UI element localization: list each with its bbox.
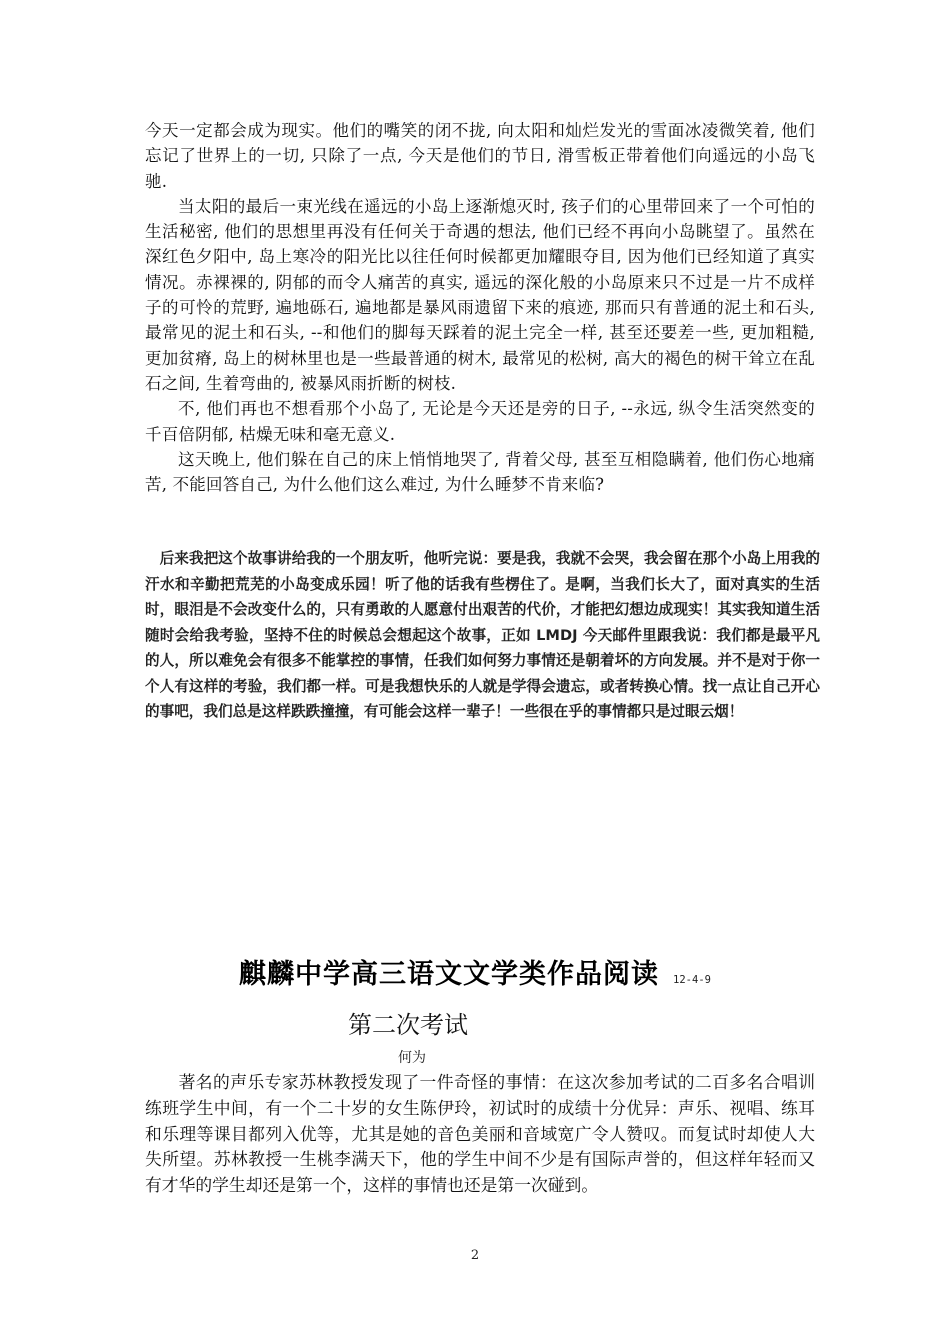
story-paragraph: 当太阳的最后一束光线在遥远的小岛上逐渐熄灭时, 孩子们的心里带回来了一个可怕的生活秘密, 他们的思想里再没有任何关于奇遇的想法, 他们已经不再向小岛眺望了。虽然在深红色夕阳中, 岛上寒冷的阳光比以往任何时候都更加耀眼夺目, 因为他们已经知道了真实情况。赤裸裸的, 阴郁的而令人痛苦的真实, 遥远的深化般的小岛原来只不过是一片不成样子的可怜的荒野, 遍地砾石, 遍地都是暴风雨遗留下来的痕迹, 那而只有普通的泥土和石头, 最常见的泥土和石头, --和他们的脚每天踩着的泥土完全一样, 甚至还要差一些, 更加粗糙, 更加贫瘠, 岛上的树林里也是一些最普通的树木, 最常见的松树, 高大的褐色的树干耸立在乱石之间, 生着弯曲的, 被暴风雨折断的树枝.	[145, 196, 815, 393]
story-paragraph: 这天晚上, 他们躲在自己的床上悄悄地哭了, 背着父母, 甚至互相隐瞒着, 他们伤心地痛苦, 不能回答自己, 为什么他们这么难过, 为什么睡梦不肯来临?	[145, 449, 815, 495]
afterword-paragraph: 后来我把这个故事讲给我的一个朋友听，他听完说：要是我，我就不会哭，我会留在那个小岛上用我的汗水和辛勤把荒芜的小岛变成乐园！听了他的话我有些楞住了。是啊，当我们长大了，面对真实的生活时，眼泪是不会改变什么的，只有勇敢的人愿意付出艰苦的代价，才能把幻想边成现实！其实我知道生活随时会给我考验，坚持不住的时候总会想起这个故事，正如 LMDJ 今天邮件里跟我说：我们都是最平凡的人，所以难免会有很多不能掌控的事情，任我们如何努力事情还是朝着坏的方向发展。并不是对于你一个人有这样的考验，我们都一样。可是我想快乐的人就是学得会遗忘，或者转换心情。找一点让自己开心的事吧，我们总是这样跌跌撞撞，有可能会这样一辈子！一些很在乎的事情都只是过眼云烟！	[145, 550, 820, 720]
section-title: 麒麟中学高三语文文学类作品阅读	[239, 959, 660, 990]
article-author: 何为	[398, 1050, 426, 1066]
story-paragraph: 今天一定都会成为现实。他们的嘴笑的闭不拢, 向太阳和灿烂发光的雪面冰凌微笑着, 他们忘记了世界上的一切, 只除了一点, 今天是他们的节日, 滑雪板正带着他们向遥远的小岛飞驰.	[145, 121, 815, 191]
article-paragraph: 著名的声乐专家苏林教授发现了一件奇怪的事情：在这次参加考试的二百多名合唱训练班学生中间，有一个二十岁的女生陈伊玲，初试时的成绩十分优异：声乐、视唱、练耳和乐理等课目都列入优等，尤其是她的音色美丽和音域宽广令人赞叹。而复试时却使人大失所望。苏林教授一生桃李满天下，他的学生中间不少是有国际声誉的，但这样年轻而又有才华的学生却还是第一个，这样的事情也还是第一次碰到。	[145, 1072, 815, 1196]
section-date: 12-4-9	[673, 974, 711, 986]
article-title: 第二次考试	[348, 1011, 468, 1039]
page-number: 2	[470, 1248, 480, 1263]
story-text	[145, 118, 815, 497]
section-heading	[0, 952, 950, 991]
story-paragraph: 不, 他们再也不想看那个小岛了, 无论是今天还是旁的日子, --永远, 纵令生活突然变的千百倍阴郁, 枯燥无味和毫无意义.	[145, 399, 815, 444]
